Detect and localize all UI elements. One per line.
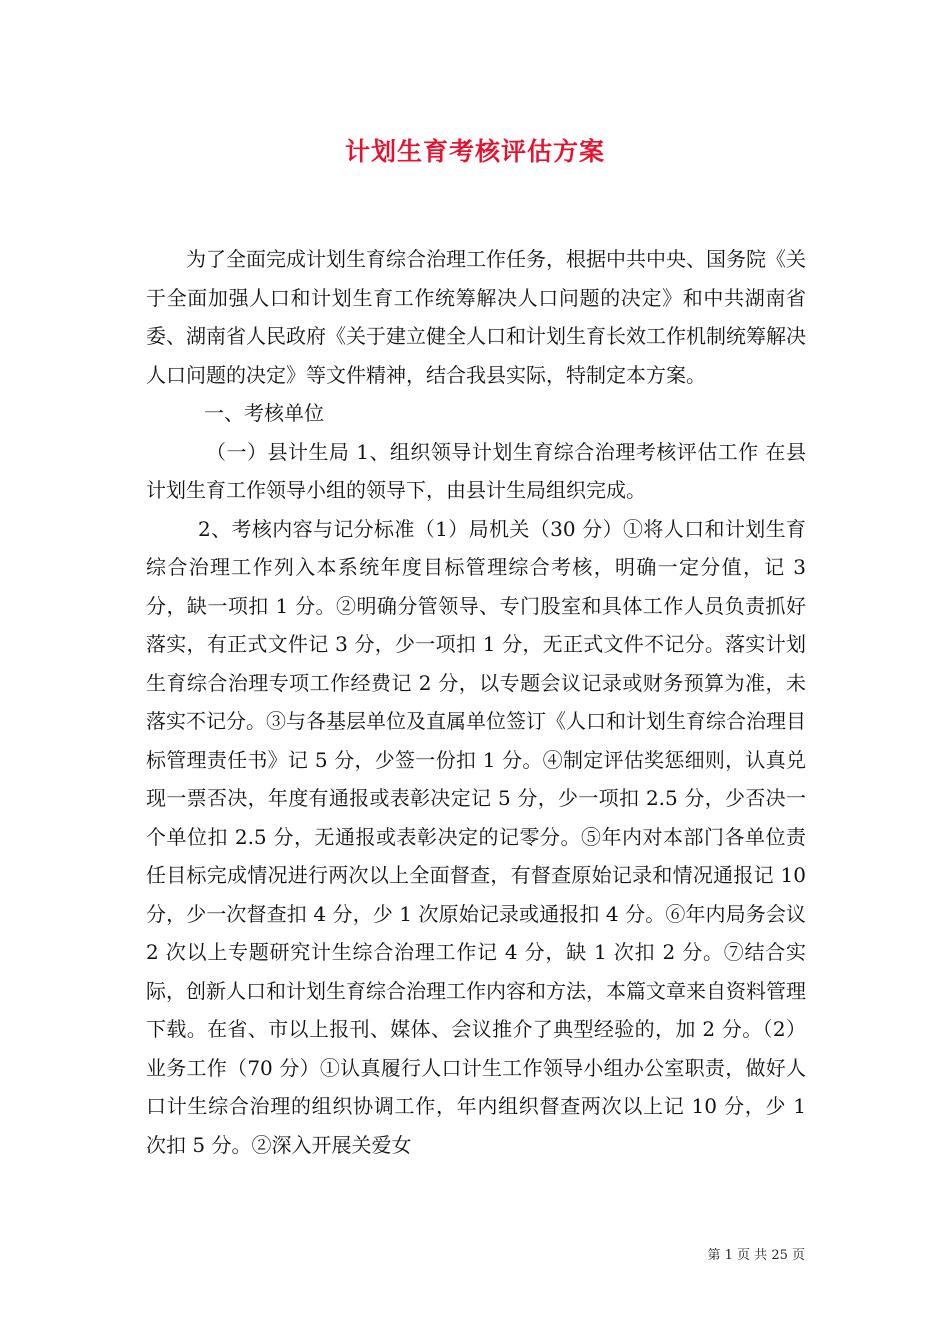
section-heading: 一、考核单位: [204, 401, 324, 425]
subsection-paragraph: （一）县计生局 1、组织领导计划生育综合治理考核评估工作 在县计划生育工作领导小组的领导下，由县计生局组织完成。: [146, 439, 806, 502]
intro-paragraph: 为了全面完成计划生育综合治理工作任务，根据中共中央、国务院《关于全面加强人口和计划生育工作统筹解决人口问题的决定》和中共湖南省委、湖南省人民政府《关于建立健全人口和计划生育长效工作机制统筹解决人口问题的决定》等文件精神，结合我县实际，特制定本方案。: [146, 247, 806, 387]
page-number: 第 1 页 共 25 页: [707, 1248, 805, 1263]
document-body: [146, 240, 806, 1164]
scoring-paragraph: 2、考核内容与记分标准（1）局机关（30 分）①将人口和计划生育综合治理工作列入本系统年度目标管理综合考核，明确一定分值，记 3 分，缺一项扣 1 分。②明确分管领导、专门股室和具体工作人员负责抓好落实，有正式文件记 3 分，少一项扣 1 分，无正式文件不记分。落实计划生育综合治理专项工作经费记 2 分，以专题会议记录或财务预算为准，未落实不记分。③与各基层单位及直属单位签订《人口和计划生育综合治理目标管理责任书》记 5 分，少签一份扣 1 分。④制定评估奖惩细则，认真兑现一票否决，年度有通报或表彰决定记 5 分，少一项扣 2.5 分，少否决一个单位扣 2.5 分，无通报或表彰决定的记零分。⑤年内对本部门各单位责任目标完成情况进行两次以上全面督查，有督查原始记录和情况通报记 10 分，少一次督查扣 4 分，少 1 次原始记录或通报扣 4 分。⑥年内局务会议 2 次以上专题研究计生综合治理工作记 4 分，缺 1 次扣 2 分。⑦结合实际，创新人口和计划生育综合治理工作内容和方法，本篇文章来自资料管理下载。在省、市以上报刊、媒体、会议推介了典型经验的，加 2 分。（2）业务工作（70 分）①认真履行人口计生工作领导小组办公室职责，做好人口计生综合治理的组织协调工作，年内组织督查两次以上记 10 分，少 1 次扣 5 分。②深入开展关爱女: [146, 516, 806, 1157]
document-title: 计划生育考核评估方案: [344, 137, 605, 166]
